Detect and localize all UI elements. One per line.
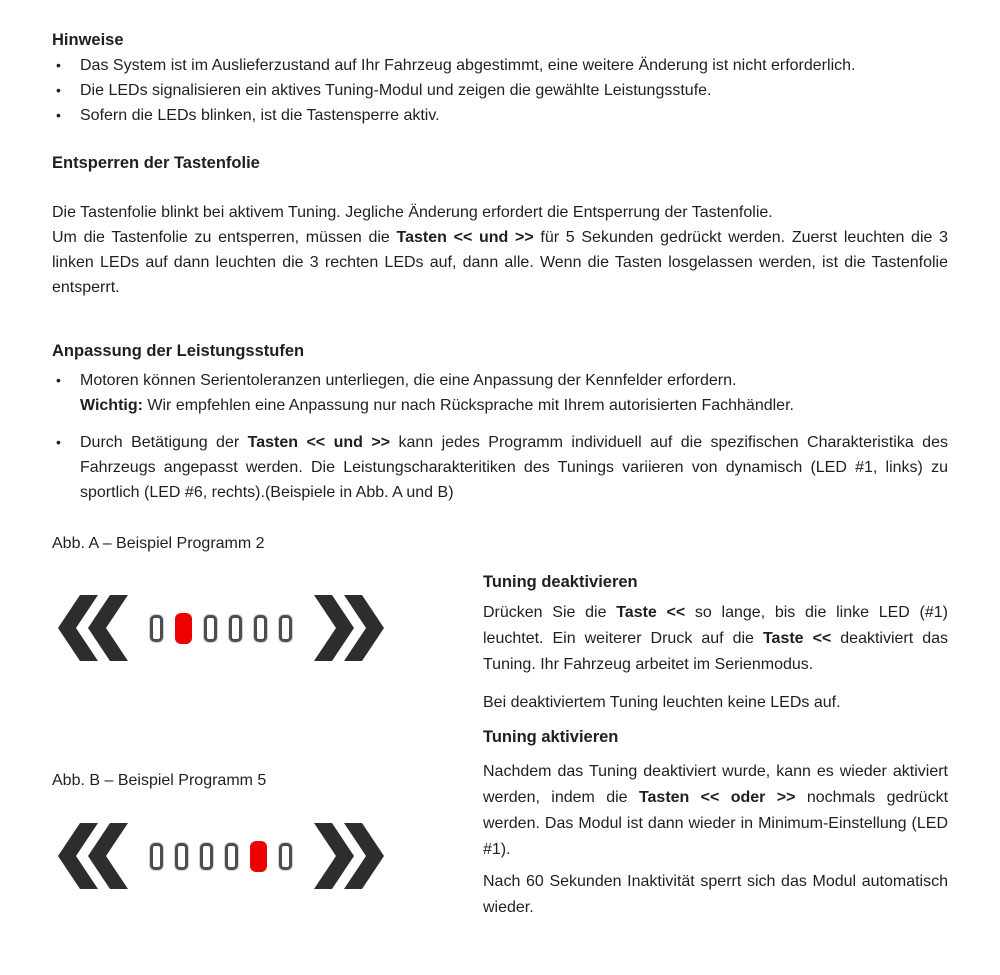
tuning-aktivieren-paragraph xyxy=(483,759,948,863)
led-indicator-active xyxy=(175,613,192,644)
bullet-icon: • xyxy=(56,434,61,450)
tuning-aktivieren-heading: Tuning aktivieren xyxy=(483,728,619,746)
double-chevron-right-icon xyxy=(314,595,384,661)
text-run: Sofern die LEDs blinken, ist die Tastensperre aktiv. xyxy=(80,107,440,124)
text-run: Die LEDs signalisieren ein aktives Tuning-Modul und zeigen die gewählte Leistungsstufe. xyxy=(80,82,712,99)
figures-column xyxy=(52,531,483,921)
bullet-item xyxy=(52,368,948,418)
figure-a-led-display xyxy=(58,593,483,663)
bullet-item xyxy=(52,103,948,128)
entsperren-paragraph xyxy=(52,200,948,300)
instructions-column xyxy=(483,531,948,921)
text-run: Die Tastenfolie blinkt bei aktivem Tuning. Jegliche Änderung erfordert die Entsperrung der Tastenfolie. xyxy=(52,204,773,221)
bullet-icon: • xyxy=(56,107,61,123)
section-anpassung xyxy=(52,339,948,505)
tuning-deaktivieren-paragraph xyxy=(483,600,948,678)
led-indicator xyxy=(229,615,242,642)
text-run: Durch Betätigung der xyxy=(80,434,248,451)
text-run: Tasten << und >> xyxy=(396,229,534,246)
double-chevron-left-icon xyxy=(58,595,128,661)
tuning-deaktivieren-note xyxy=(483,690,948,716)
tuning-aktivieren-note xyxy=(483,869,948,921)
led-indicator xyxy=(150,615,163,642)
bullet-text xyxy=(80,368,948,418)
bullet-text xyxy=(80,78,948,103)
bullet-text xyxy=(80,103,948,128)
led-indicator xyxy=(279,843,292,870)
bullet-text xyxy=(80,53,948,78)
text-run: Taste << xyxy=(616,604,686,621)
led-indicator xyxy=(175,843,188,870)
text-run: Um die Tastenfolie zu entsperren, müssen die xyxy=(52,229,397,246)
hinweise-heading: Hinweise xyxy=(52,31,124,49)
lower-columns xyxy=(52,531,948,921)
tuning-deaktivieren-heading: Tuning deaktivieren xyxy=(483,573,638,591)
bullet-item xyxy=(52,430,948,505)
led-indicator-active xyxy=(250,841,267,872)
text-run: so lange, bis die linke LED (#1) leuchtet. Ein weiterer Druck auf die xyxy=(483,604,948,647)
figure-b-label: Abb. B – Beispiel Programm 5 xyxy=(52,772,267,789)
text-run: Das System ist im Auslieferzustand auf Ihr Fahrzeug abgestimmt, eine weitere Änderung ist nicht erforderlich. xyxy=(80,57,856,74)
text-run: Nach 60 Sekunden Inaktivität sperrt sich das Modul automatisch wieder. xyxy=(483,873,948,916)
text-run: nochmals gedrückt werden. Das Modul ist dann wieder in Minimum-Einstellung (LED #1). xyxy=(483,789,949,858)
section-entsperren xyxy=(52,151,948,300)
anpassung-heading: Anpassung der Leistungsstufen xyxy=(52,342,305,360)
text-run: Drücken Sie die xyxy=(483,604,617,621)
text-run: Tasten << und >> xyxy=(247,434,391,451)
text-run: Wichtig: xyxy=(80,397,143,414)
led-indicator xyxy=(204,615,217,642)
bullet-icon: • xyxy=(56,57,61,73)
text-run: Bei deaktiviertem Tuning leuchten keine LEDs auf. xyxy=(483,694,841,711)
led-indicator xyxy=(150,843,163,870)
text-run: deaktiviert das Tuning. Ihr Fahrzeug arbeitet im Serienmodus. xyxy=(483,630,949,673)
text-run: Tasten << oder >> xyxy=(638,789,796,806)
led-indicator xyxy=(225,843,238,870)
led-strip xyxy=(150,841,292,872)
bullet-item xyxy=(52,53,948,78)
led-indicator xyxy=(200,843,213,870)
bullet-icon: • xyxy=(56,372,61,388)
text-run: kann jedes Programm individuell auf die spezifischen Charakteristika des Fahrzeugs angepasst werden. Die Leistungscharakteritiken des Tunings variieren von dynamisch (LED #1, links) zu sportlich (LED #6, rechts).(Beispiele in Abb. A und B) xyxy=(80,434,948,501)
led-indicator xyxy=(254,615,267,642)
text-run: Taste << xyxy=(762,630,832,647)
entsperren-heading: Entsperren der Tastenfolie xyxy=(52,154,260,172)
text-run: für 5 Sekunden gedrückt werden. Zuerst leuchten die 3 linken LEDs auf dann leuchten die 3 rechten LEDs auf, dann alle. Wenn die Tasten losgelassen werden, ist die Tastenfolie entsperrt. xyxy=(52,229,949,296)
double-chevron-left-icon xyxy=(58,823,128,889)
led-strip xyxy=(150,613,292,644)
text-run: Motoren können Serientoleranzen unterliegen, die eine Anpassung der Kennfelder erfordern. xyxy=(80,372,737,389)
text-run: Wir empfehlen eine Anpassung nur nach Rücksprache mit Ihrem autorisierten Fachhändler. xyxy=(142,397,794,414)
led-indicator xyxy=(279,615,292,642)
bullet-item xyxy=(52,78,948,103)
double-chevron-right-icon xyxy=(314,823,384,889)
text-run: Nachdem das Tuning deaktiviert wurde, kann es wieder aktiviert werden, indem die xyxy=(483,763,948,806)
bullet-text xyxy=(80,430,948,505)
figure-a-label: Abb. A – Beispiel Programm 2 xyxy=(52,535,265,552)
figure-b-led-display xyxy=(58,821,483,891)
section-hinweise xyxy=(52,28,948,128)
bullet-icon: • xyxy=(56,82,61,98)
